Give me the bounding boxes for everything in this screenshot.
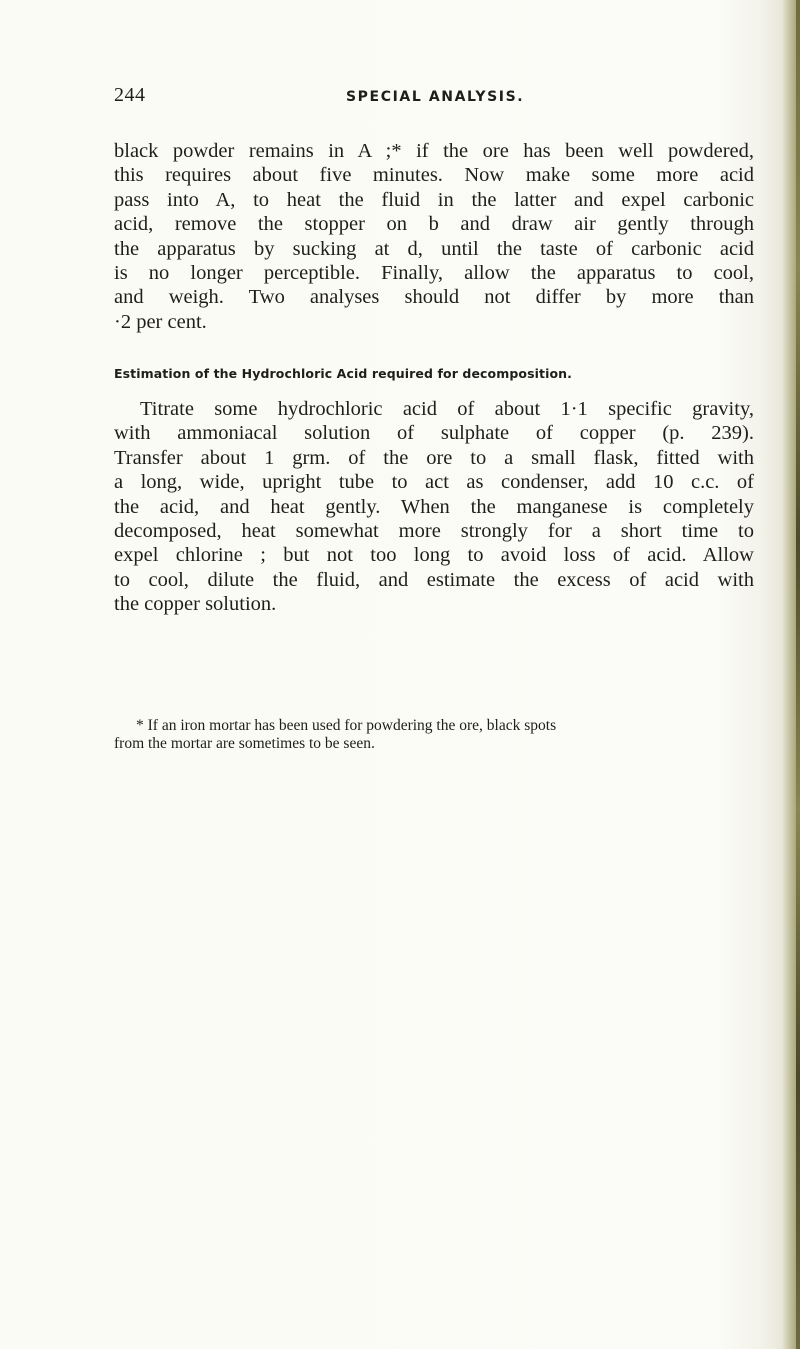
footnote-line: * If an iron mortar has been used for powdering the ore, black spots [136, 717, 557, 734]
paragraph-2 [114, 397, 754, 617]
footnote [114, 717, 754, 753]
running-head [114, 84, 754, 110]
running-head-title: SPECIAL ANALYSIS. [346, 89, 525, 105]
paragraph-2-line: with ammoniacal solution of sulphate of copper (p. 239). [114, 422, 754, 445]
paragraph-1-line: pass into A, to heat the fluid in the latter and expel carbonic [114, 188, 754, 211]
paragraph-2-line: Transfer about 1 grm. of the ore to a small flask, fitted with [114, 446, 754, 469]
page-number: 244 [114, 84, 146, 106]
paragraph-2-line: the copper solution. [114, 593, 277, 616]
page-edge [796, 0, 800, 1349]
paragraph-2-line: a long, wide, upright tube to act as condenser, add 10 c.c. of [114, 471, 754, 494]
footnote-line: from the mortar are sometimes to be seen. [114, 735, 375, 752]
paragraph-2-line: decomposed, heat somewhat more strongly for a short time to [114, 520, 754, 543]
paragraph-2-line: Titrate some hydrochloric acid of about 1·1 specific gravity, [140, 398, 754, 420]
section-heading: Estimation of the Hydrochloric Acid required for decomposition. [114, 366, 573, 381]
paragraph-1-line: is no longer perceptible. Finally, allow the apparatus to cool, [114, 262, 754, 285]
paragraph-2-line: to cool, dilute the fluid, and estimate the excess of acid with [114, 568, 754, 591]
paragraph-1-line: and weigh. Two analyses should not differ by more than [114, 286, 754, 309]
paragraph-2-line: the acid, and heat gently. When the manganese is completely [114, 495, 754, 518]
paragraph-1 [114, 139, 754, 334]
paragraph-1-line: black powder remains in A ;* if the ore has been well powdered, [114, 140, 754, 162]
paragraph-1-line: ·2 per cent. [114, 310, 207, 333]
paragraph-1-line: acid, remove the stopper on b and draw air gently through [114, 213, 754, 236]
paragraph-1-line: this requires about five minutes. Now make some more acid [114, 164, 754, 187]
paragraph-1-line: the apparatus by sucking at d, until the taste of carbonic acid [114, 237, 754, 260]
paragraph-2-line: expel chlorine ; but not too long to avoid loss of acid. Allow [114, 544, 754, 567]
